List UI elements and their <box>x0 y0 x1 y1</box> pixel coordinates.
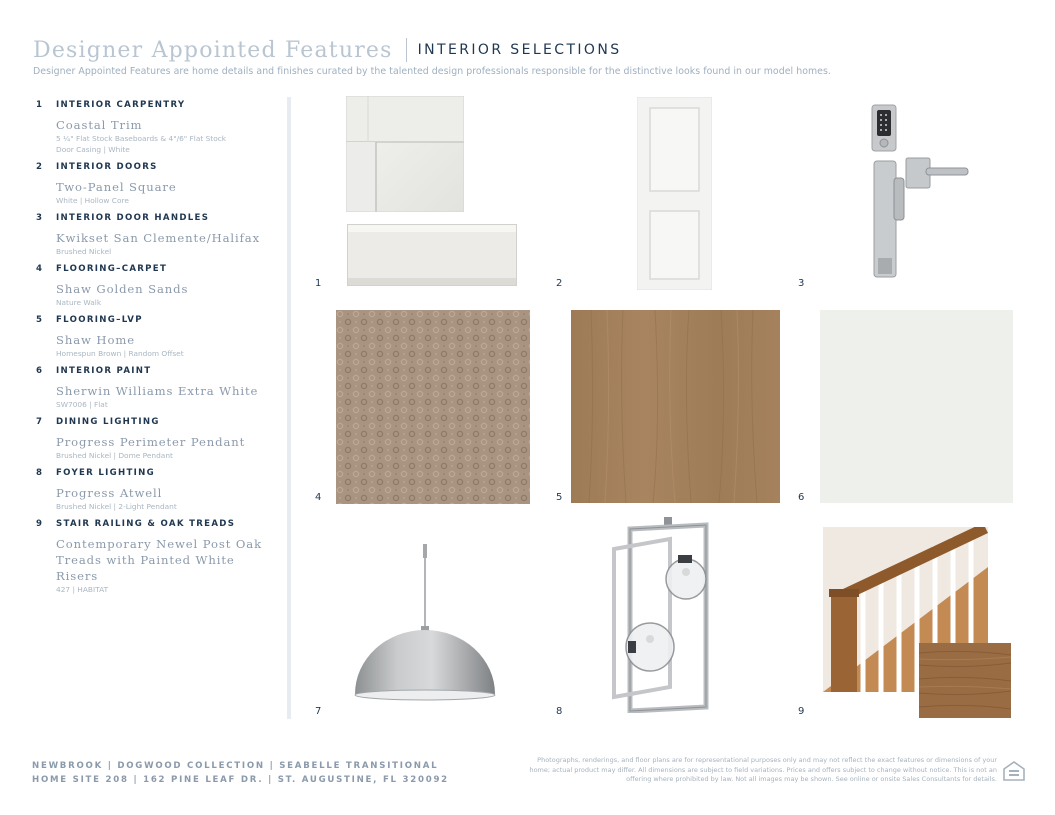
grid-label-8: 8 <box>556 706 563 717</box>
carpet-swatch <box>336 310 530 504</box>
feature-detail: Brushed Nickel <box>56 247 112 256</box>
feature-number: 9 <box>36 519 42 529</box>
equal-housing-icon <box>1002 760 1026 782</box>
atwell-pendant-swatch <box>608 517 728 713</box>
feature-number: 6 <box>36 366 42 376</box>
feature-number: 1 <box>36 100 42 110</box>
feature-heading <box>36 468 281 481</box>
two-panel-door-swatch <box>637 97 712 290</box>
feature-number: 7 <box>36 417 42 427</box>
grid-label-9: 9 <box>798 706 805 717</box>
feature-number: 4 <box>36 264 42 274</box>
feature-product-name: Contemporary Newel Post Oak Treads with Painted White Risers <box>56 537 262 583</box>
feature-number: 8 <box>36 468 42 478</box>
feature-item <box>36 162 281 206</box>
feature-number: 5 <box>36 315 42 325</box>
feature-detail: Brushed Nickel | 2-Light Pendant <box>56 502 177 511</box>
feature-list <box>36 100 281 602</box>
feature-category: FLOORING–CARPET <box>56 264 168 274</box>
page-header <box>33 34 622 66</box>
feature-product-name: Progress Atwell <box>56 486 163 500</box>
paint-color-swatch <box>820 310 1013 503</box>
footer-collection: NEWBROOK | DOGWOOD COLLECTION | SEABELLE TRANSITIONAL <box>32 761 439 771</box>
feature-heading <box>36 366 281 379</box>
dome-pendant-swatch <box>352 544 498 704</box>
feature-item <box>36 315 281 359</box>
feature-category: STAIR RAILING & OAK TREADS <box>56 519 236 529</box>
grid-label-4: 4 <box>315 492 322 503</box>
baseboard-swatch <box>347 224 517 286</box>
footer-homesite: HOME SITE 208 | 162 PINE LEAF DR. | ST. AUGUSTINE, FL 320092 <box>32 775 449 785</box>
column-divider <box>287 97 291 719</box>
feature-heading <box>36 417 281 430</box>
feature-category: INTERIOR DOOR HANDLES <box>56 213 210 223</box>
feature-heading <box>36 519 281 532</box>
feature-product-name: Progress Perimeter Pendant <box>56 435 246 449</box>
oak-tread-swatch <box>919 643 1011 718</box>
title-divider <box>406 38 407 62</box>
footer-disclaimer: Photographs, renderings, and floor plans are for representational purposes only and may not reflect the exact features or dimensions of your home; actual product may differ. All dimensions are subject to field variations. Prices and offers subject to change without notice. This is not an offering where prohibited by law. Not all images may be shown. See online or onsite Sales Consultants for details. <box>529 756 997 784</box>
footer-address <box>32 759 449 787</box>
feature-item <box>36 468 281 512</box>
feature-product-name: Two-Panel Square <box>56 180 177 194</box>
feature-category: INTERIOR DOORS <box>56 162 158 172</box>
grid-label-3: 3 <box>798 278 805 289</box>
feature-heading <box>36 213 281 226</box>
feature-heading <box>36 100 281 113</box>
feature-item <box>36 417 281 461</box>
feature-product-name: Sherwin Williams Extra White <box>56 384 259 398</box>
feature-number: 2 <box>36 162 42 172</box>
feature-item <box>36 366 281 410</box>
feature-detail: 5 ¼" Flat Stock Baseboards & 4"/6" Flat Stock <box>56 134 227 143</box>
feature-detail: Nature Walk <box>56 298 102 307</box>
feature-product-name: Coastal Trim <box>56 118 143 132</box>
grid-label-1: 1 <box>315 278 322 289</box>
section-title: INTERIOR SELECTIONS <box>417 42 622 58</box>
feature-item <box>36 100 281 155</box>
feature-item <box>36 264 281 308</box>
feature-category: INTERIOR PAINT <box>56 366 152 376</box>
feature-heading <box>36 315 281 328</box>
feature-detail: 427 | HABITAT <box>56 585 109 594</box>
feature-heading <box>36 162 281 175</box>
feature-detail: Homespun Brown | Random Offset <box>56 349 184 358</box>
trim-corner-swatch <box>346 96 464 212</box>
feature-product-name: Shaw Golden Sands <box>56 282 189 296</box>
lvp-flooring-swatch <box>571 310 780 503</box>
feature-number: 3 <box>36 213 42 223</box>
feature-category: DINING LIGHTING <box>56 417 160 427</box>
door-handle-swatch <box>870 103 970 281</box>
page-title: Designer Appointed Features <box>33 37 393 63</box>
feature-detail: Brushed Nickel | Dome Pendant <box>56 451 173 460</box>
grid-label-6: 6 <box>798 492 805 503</box>
feature-category: FLOORING–LVP <box>56 315 143 325</box>
feature-item <box>36 213 281 257</box>
grid-label-7: 7 <box>315 706 322 717</box>
grid-label-2: 2 <box>556 278 563 289</box>
feature-product-name: Kwikset San Clemente/Halifax <box>56 231 261 245</box>
feature-detail: White | Hollow Core <box>56 196 129 205</box>
feature-category: INTERIOR CARPENTRY <box>56 100 186 110</box>
feature-detail: Door Casing | White <box>56 145 130 154</box>
feature-product-name: Shaw Home <box>56 333 135 347</box>
grid-label-5: 5 <box>556 492 563 503</box>
feature-category: FOYER LIGHTING <box>56 468 155 478</box>
feature-detail: SW7006 | Flat <box>56 400 108 409</box>
feature-item <box>36 519 281 595</box>
feature-heading <box>36 264 281 277</box>
page-subtitle: Designer Appointed Features are home details and finishes curated by the talented design professionals responsible for the distinctive looks found in our model homes. <box>33 66 831 77</box>
